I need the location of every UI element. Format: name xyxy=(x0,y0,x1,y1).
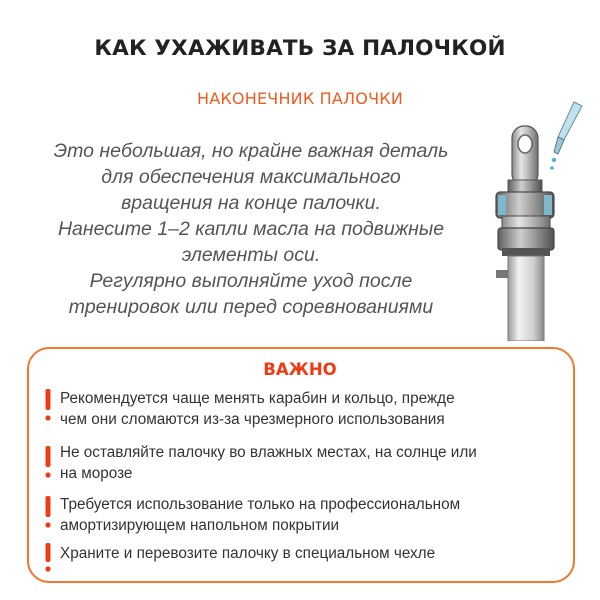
important-item-line: чем они сломаются из-за чрезмерного использования xyxy=(60,411,445,428)
exclamation-icon xyxy=(40,543,56,583)
pole-tip-oil-illustration xyxy=(478,96,588,341)
exclamation-icon xyxy=(40,494,56,534)
important-item-text xyxy=(60,388,455,430)
description-line: Это небольшая, но крайне важная деталь xyxy=(53,140,449,162)
important-heading: ВАЖНО xyxy=(263,360,337,379)
page-subtitle: НАКОНЕЧНИК ПАЛОЧКИ xyxy=(197,89,403,108)
important-item-line: Храните и перевозите палочку в специальном чехле xyxy=(60,545,436,562)
bearing-housing xyxy=(496,192,554,256)
important-item-line: Требуется использование только на профессиональном xyxy=(60,496,461,513)
description-line: для обеспечения максимального xyxy=(101,166,401,188)
important-item-line: Не оставляйте палочку во влажных местах, на солнце или xyxy=(60,444,477,461)
important-item-line: амортизирующем напольном покрытии xyxy=(60,517,340,534)
exclamation-icon xyxy=(40,388,56,428)
important-item-line: Рекомендуется чаще менять карабин и кольцо, прежде xyxy=(60,390,455,407)
exclamation-icon xyxy=(40,442,56,482)
description-text xyxy=(26,138,476,320)
important-item-text xyxy=(60,494,460,536)
description-line: Регулярно выполняйте уход после xyxy=(89,270,413,292)
important-item-text xyxy=(60,442,477,484)
oiler-nozzle xyxy=(550,102,582,170)
important-item-text xyxy=(60,543,435,564)
description-line: тренировок или перед соревнованиями xyxy=(68,296,434,318)
description-line: вращения на конце палочки. xyxy=(121,192,381,214)
description-line: элементы оси. xyxy=(181,244,321,266)
description-line: Нанесите 1–2 капли масла на подвижные xyxy=(57,218,445,240)
page-title: КАК УХАЖИВАТЬ ЗА ПАЛОЧКОЙ xyxy=(94,36,506,61)
pole-tip-eye xyxy=(508,126,542,194)
pole-shaft xyxy=(496,256,544,341)
important-item-line: на морозе xyxy=(60,465,133,482)
